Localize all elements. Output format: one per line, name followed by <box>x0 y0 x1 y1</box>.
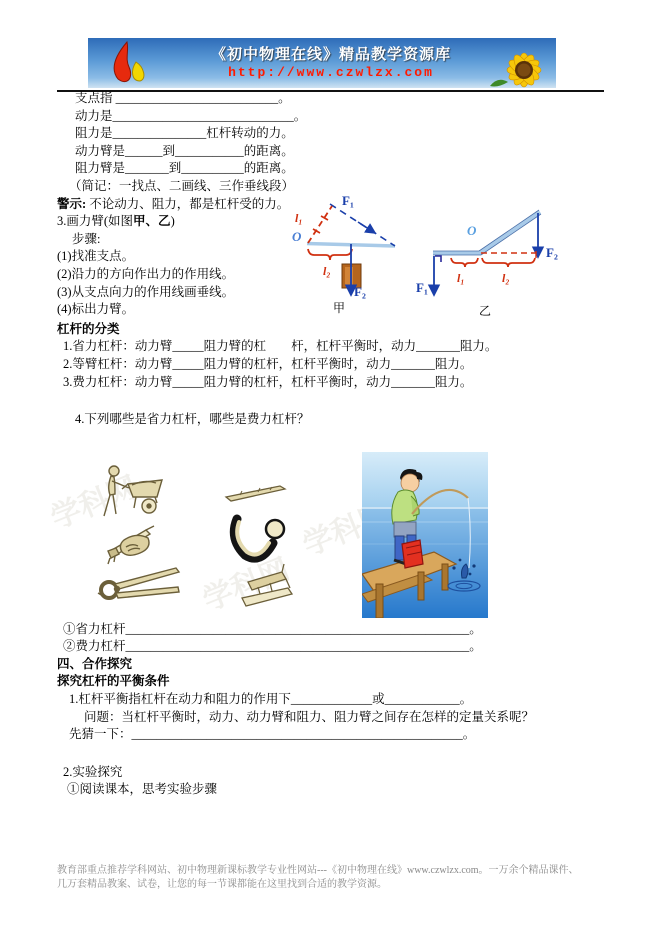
text: 2.等臂杠杆：动力臂_____阻力臂的杠杆，杠杆平衡时，动力_______阻力。 <box>63 356 473 371</box>
text: 3.画力臂(如图 <box>57 214 134 229</box>
line-answer-2 <box>57 638 609 656</box>
line-type-2 <box>57 356 609 374</box>
text: 4.下列哪些是省力杠杆，哪些是费力杠杆？ <box>75 412 310 427</box>
diagram-caption: 乙 <box>479 304 492 318</box>
arm1-label: l₁ <box>457 271 465 285</box>
heading-section-4 <box>57 656 609 674</box>
text: 阻力臂是_______到__________的距离。 <box>75 161 294 176</box>
text: 不论动力、阻力，都是杠杆受的力。 <box>86 196 290 211</box>
text: ①阅读课本，思考实验步骤 <box>67 782 218 797</box>
diagram-caption: 甲 <box>333 301 346 315</box>
text: ②费力杠杆_______________________________________________________。 <box>63 639 482 654</box>
bold-text: 杠杆的分类 <box>57 321 120 336</box>
bold-text: 甲、乙 <box>133 214 171 229</box>
banner-url: http://www.czwlzx.com <box>228 65 434 80</box>
line-read-book <box>57 781 609 799</box>
text: ) <box>170 214 175 229</box>
fulcrum-label: O <box>467 223 477 238</box>
line-effort-def <box>57 108 609 126</box>
rod-illustration <box>224 482 288 506</box>
watermark-text: 学科网 <box>198 553 295 618</box>
pliers-illustration <box>94 563 184 605</box>
arm-lifting-ball-illustration <box>227 513 287 567</box>
heading-lever-types <box>57 321 609 339</box>
text: 2.实验探究 <box>63 764 123 779</box>
footer-line-2: 几万套精品教案、试卷，让您的每一节课都能在这里找到合适的教学资源。 <box>57 879 387 890</box>
line-answer-1 <box>57 621 609 639</box>
force2-label: F₂ <box>354 284 366 299</box>
line-question-4 <box>57 411 609 429</box>
footer-line-1: 教育部重点推荐学科网站、初中物理新课标教学专业性网站---《初中物理在线》www.czwlzx.com。一万余个精品课件、 <box>57 865 579 876</box>
text: 先猜一下：_____________________________________________________。 <box>69 727 476 742</box>
arm1-label: l₁ <box>295 211 303 225</box>
text: 动力臂是______到___________的距离。 <box>75 143 294 158</box>
line-experiment <box>57 764 609 782</box>
banner-title: 《初中物理在线》精品教学资源库 <box>210 47 451 63</box>
text: (4)标出力臂。 <box>57 302 135 317</box>
line-resistance-def <box>57 125 609 143</box>
arm2-label: l₂ <box>502 271 510 285</box>
text: (2)沿力的方向作出力的作用线。 <box>57 266 235 281</box>
text: 3.费力杠杆：动力臂_____阻力臂的杠杆，杠杆平衡时，动力_______阻力。 <box>63 374 473 389</box>
footer-note <box>57 864 622 892</box>
text: (1)找准支点。 <box>57 249 135 264</box>
site-banner <box>88 38 556 88</box>
text: 支点指 __________________________。 <box>75 91 291 105</box>
fishing-scene-illustration <box>362 452 488 618</box>
bottle-opener-illustration <box>102 518 170 566</box>
stapler-illustration <box>238 560 296 612</box>
heading-explore-balance <box>57 673 609 691</box>
text: （简记：一找点、二画线、三作垂线段） <box>69 178 295 193</box>
line-resistance-arm-def <box>57 160 609 178</box>
arm2-label: l₂ <box>323 264 331 278</box>
line-type-3 <box>57 374 609 392</box>
sunflower-icon <box>484 40 556 88</box>
watermark-text: 学科网 <box>298 498 395 563</box>
text: 1.省力杠杆：动力臂_____阻力臂的杠 杆，杠杆平衡时，动力_______阻力。 <box>63 339 498 354</box>
bold-text: 探究杠杆的平衡条件 <box>57 674 170 689</box>
watermark-text: 学科网 <box>46 471 143 536</box>
lever-diagram-yi <box>415 205 590 320</box>
line-type-1 <box>57 338 609 356</box>
line-balance-question <box>57 709 609 727</box>
text: (3)从支点向力的作用线画垂线。 <box>57 284 235 299</box>
force1-label: F₁ <box>416 280 428 295</box>
fulcrum-label: O <box>292 229 302 244</box>
bold-text: 警示: <box>57 196 87 211</box>
line-fulcrum-def <box>57 90 609 108</box>
bold-text: 四、合作探究 <box>57 656 133 671</box>
wheelbarrow-illustration <box>98 463 180 523</box>
force2-label: F₂ <box>546 245 558 260</box>
line-balance-def <box>57 691 609 709</box>
text: ①省力杠杆_______________________________________________________。 <box>63 621 482 636</box>
text: 问题：当杠杆平衡时，动力、动力臂和阻力、阻力臂之间存在怎样的定量关系呢？ <box>84 709 535 724</box>
flame-logo-icon <box>102 40 162 86</box>
lever-diagram-jia <box>290 192 435 320</box>
text: 步骤: <box>72 231 101 246</box>
line-effort-arm-def <box>57 143 609 161</box>
text: 1.杠杆平衡指杠杆在动力和阻力的作用下_____________或____________。 <box>69 692 473 707</box>
text: 阻力是_______________杠杆转动的力。 <box>75 126 294 141</box>
force1-label: F₁ <box>342 193 354 208</box>
line-guess <box>57 726 609 744</box>
text: 动力是_____________________________。 <box>75 108 307 123</box>
